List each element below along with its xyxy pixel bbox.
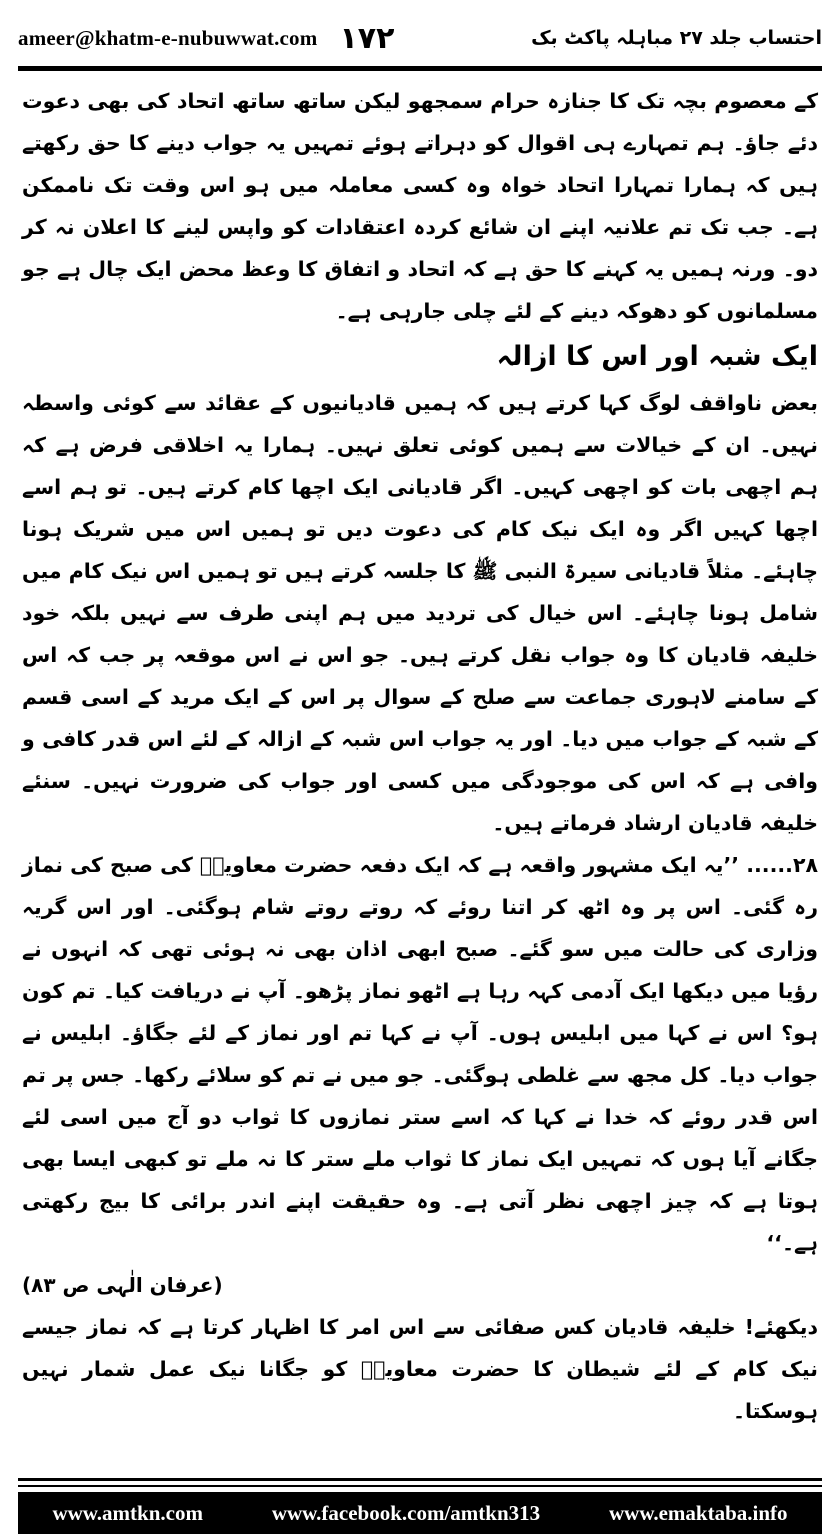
paragraph-2: بعض ناواقف لوگ کہا کرتے ہیں کہ ہمیں قادیانیوں کے عقائد سے کوئی واسطہ نہیں۔ ان کے خیالات سے ہمیں کوئی تعلق نہیں۔ ہمارا یہ اخلاقی فرض ہے کہ ہم اچھی بات کو اچھی کہیں۔ اگر قادیانی ایک اچھا کام کرتے ہیں۔ تو ہم اسے اچھا کہیں اگر وہ ایک نیک کام کی دعوت دیں تو ہمیں اس میں شریک ہونا چاہئے۔ مثلاً قادیانی سیرۃ النبی ﷺ کا جلسہ کرتے ہیں تو ہمیں اس نیک کام میں شامل ہونا چاہئے۔ اس خیال کی تردید میں ہم اپنی طرف سے نہیں بلکہ خود خلیفہ قادیان کا وہ جواب نقل کرتے ہیں۔ جو اس نے اس موقعہ پر جب کہ اس کے سامنے لاہوری جماعت سے صلح کے سوال پر اس کے ایک مرید کے اسی قسم کے شبہ کے جواب میں دیا۔ اور یہ جواب اس شبہ کے ازالہ کے لئے اس قدر کافی و وافی ہے کہ اس کی موجودگی میں کسی اور جواب کی ضرورت نہیں۔ سنئے خلیفہ قادیان ارشاد فرماتے ہیں۔ (22, 391, 818, 835)
header-left (18, 21, 394, 56)
header-rule (18, 66, 822, 71)
paragraph-1: کے معصوم بچہ تک کا جنازہ حرام سمجھو لیکن ساتھ ساتھ اتحاد کی بھی دعوت دئے جاؤ۔ ہم تمہارے ہی اقوال کو دہراتے ہوئے تمہیں یہ جواب دینے کا حق رکھتے ہیں کہ ہمارا تمہارا اتحاد خواہ وہ کسی معاملہ میں ہو اس وقت تک ناممکن ہے۔ جب تک تم علانیہ اپنے ان شائع کردہ اعتقادات کو واپس لینے کا اعلان نہ کر دو۔ ورنہ ہمیں یہ کہنے کا حق ہے کہ اتحاد و اتفاق کا وعظ محض ایک چال ہے جو مسلمانوں کو دھوکہ دینے کے لئے چلی جارہی ہے۔ (22, 89, 818, 323)
section-heading: ایک شبہ اور اس کا ازالہ (496, 341, 818, 372)
page-header (18, 14, 822, 62)
footer-rule-thin (18, 1485, 822, 1487)
quote-paragraph: ۲۸...... ’’یہ ایک مشہور واقعہ ہے کہ ایک دفعہ حضرت معاویہؓ کی صبح کی نماز رہ گئی۔ اس پر وہ اٹھ کر اتنا روئے کہ روتے روتے شام ہوگئی۔ اور اس گریہ وزاری کی حالت میں سو گئے۔ صبح ابھی اذان بھی نہ ہوئی تھی کہ انہوں نے رؤیا میں دیکھا ایک آدمی کہہ رہا ہے اٹھو نماز پڑھو۔ آپ نے دریافت کیا۔ تم کون ہو؟ اس نے کہا میں ابلیس ہوں۔ آپ نے کہا تم اور نماز کے لئے جگاؤ۔ ابلیس نے جواب دیا۔ کل مجھ سے غلطی ہوگئی۔ جو میں نے تم کو سلائے رکھا۔ جس پر تم اس قدر روئے کہ خدا نے کہا کہ اسے ستر نمازوں کا ثواب دو آج میں اسی لئے جگانے آیا ہوں کہ تمہیں ایک نماز کا ثواب ملے ستر کا نہ ملے تو کبھی ایسا بھی ہوتا ہے کہ چیز اچھی نظر آتی ہے۔ وہ حقیقت اپنے اندر برائی کا بیج رکھتی ہے۔‘‘ (22, 853, 818, 1255)
footer-link-facebook[interactable]: www.facebook.com/amtkn313 (271, 1500, 541, 1525)
footer-bar (18, 1492, 822, 1534)
body-text (22, 80, 818, 1440)
source-reference: (عرفان الٰہی ص ۸۳) (22, 1273, 223, 1297)
email-address: ameer@khatm-e-nubuwwat.com (18, 25, 318, 50)
footer-link-amtkn[interactable]: www.amtkn.com (52, 1500, 203, 1525)
footer-rule (18, 1478, 822, 1481)
paragraph-4: دیکھئے! خلیفہ قادیان کس صفائی سے اس امر کا اظہار کرتا ہے کہ نماز جیسے نیک کام کے لئے شیطان کا حضرت معاویہؓ کو جگانا نیک عمل شمار نہیں ہوسکتا۔ (22, 1315, 818, 1423)
footer-link-emaktaba[interactable]: www.emaktaba.info (609, 1500, 788, 1525)
reference-row (22, 1264, 818, 1306)
book-title: احتساب جلد ۲۷ مباہلہ پاکٹ بک (531, 27, 822, 49)
page-number: ۱۷۲ (339, 20, 395, 56)
